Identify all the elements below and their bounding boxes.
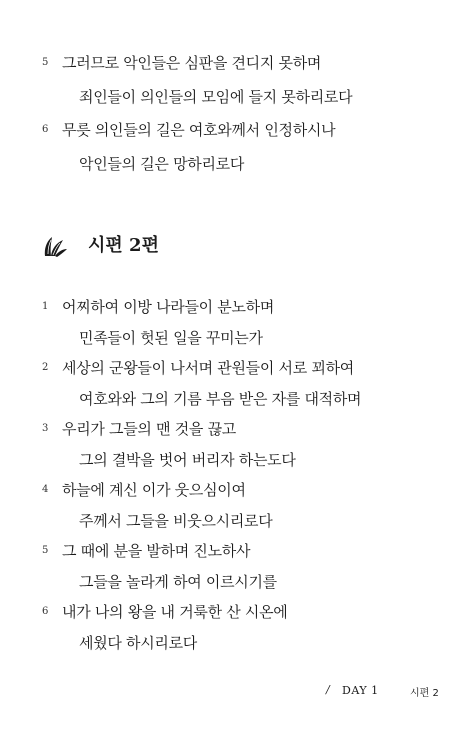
verse-text-line2: 악인들의 길은 망하리로다: [79, 155, 245, 173]
verse-number: 5: [42, 57, 49, 68]
verse-text-line2: 민족들이 헛된 일을 꾸미는가: [79, 329, 263, 347]
verse-number: 6: [42, 606, 49, 617]
verse-text-line1: 그러므로 악인들은 심판을 견디지 못하며: [62, 54, 322, 72]
section-heading: [42, 232, 342, 262]
verse-text-line2: 죄인들이 의인들의 모임에 들지 못하리로다: [79, 88, 353, 106]
verse-text-line1: 하늘에 계신 이가 웃으심이여: [62, 481, 246, 499]
verse-text-line1: 내가 나의 왕을 내 거룩한 산 시온에: [62, 603, 288, 621]
day-label: DAY 1: [342, 684, 379, 697]
verse-number: 5: [42, 545, 49, 556]
verse-text-line1: 그 때에 분을 발하며 진노하사: [62, 542, 251, 560]
section-title: 시편 2편: [88, 235, 159, 256]
verse-text-line1: 세상의 군왕들이 나서며 관원들이 서로 꾀하여: [62, 359, 354, 377]
page-footer: [326, 683, 456, 703]
footer-mark: /: [326, 683, 330, 696]
verse-number: 3: [42, 423, 49, 434]
verse-text-line1: 무릇 의인들의 길은 여호와께서 인정하시나: [62, 121, 336, 139]
verse-number: 1: [42, 301, 49, 312]
verse-number: 2: [42, 362, 49, 373]
verse-text-line1: 어찌하여 이방 나라들이 분노하며: [62, 298, 275, 316]
verse-number: 6: [42, 124, 49, 135]
verse-text-line2: 여호와와 그의 기름 부음 받은 자를 대적하며: [79, 390, 362, 408]
verse-text-line2: 그의 결박을 벗어 버리자 하는도다: [79, 451, 296, 469]
verse-text-line1: 우리가 그들의 맨 것을 끊고: [62, 420, 236, 438]
verse-number: 4: [42, 484, 49, 495]
running-head: 시편 2: [410, 688, 439, 699]
verse-text-line2: 세웠다 하시리로다: [79, 634, 197, 652]
leaf-ornament-icon: [42, 234, 68, 258]
verse-text-line2: 주께서 그들을 비웃으시리로다: [79, 512, 273, 530]
verse-text-line2: 그들을 놀라게 하여 이르시기를: [79, 573, 277, 591]
